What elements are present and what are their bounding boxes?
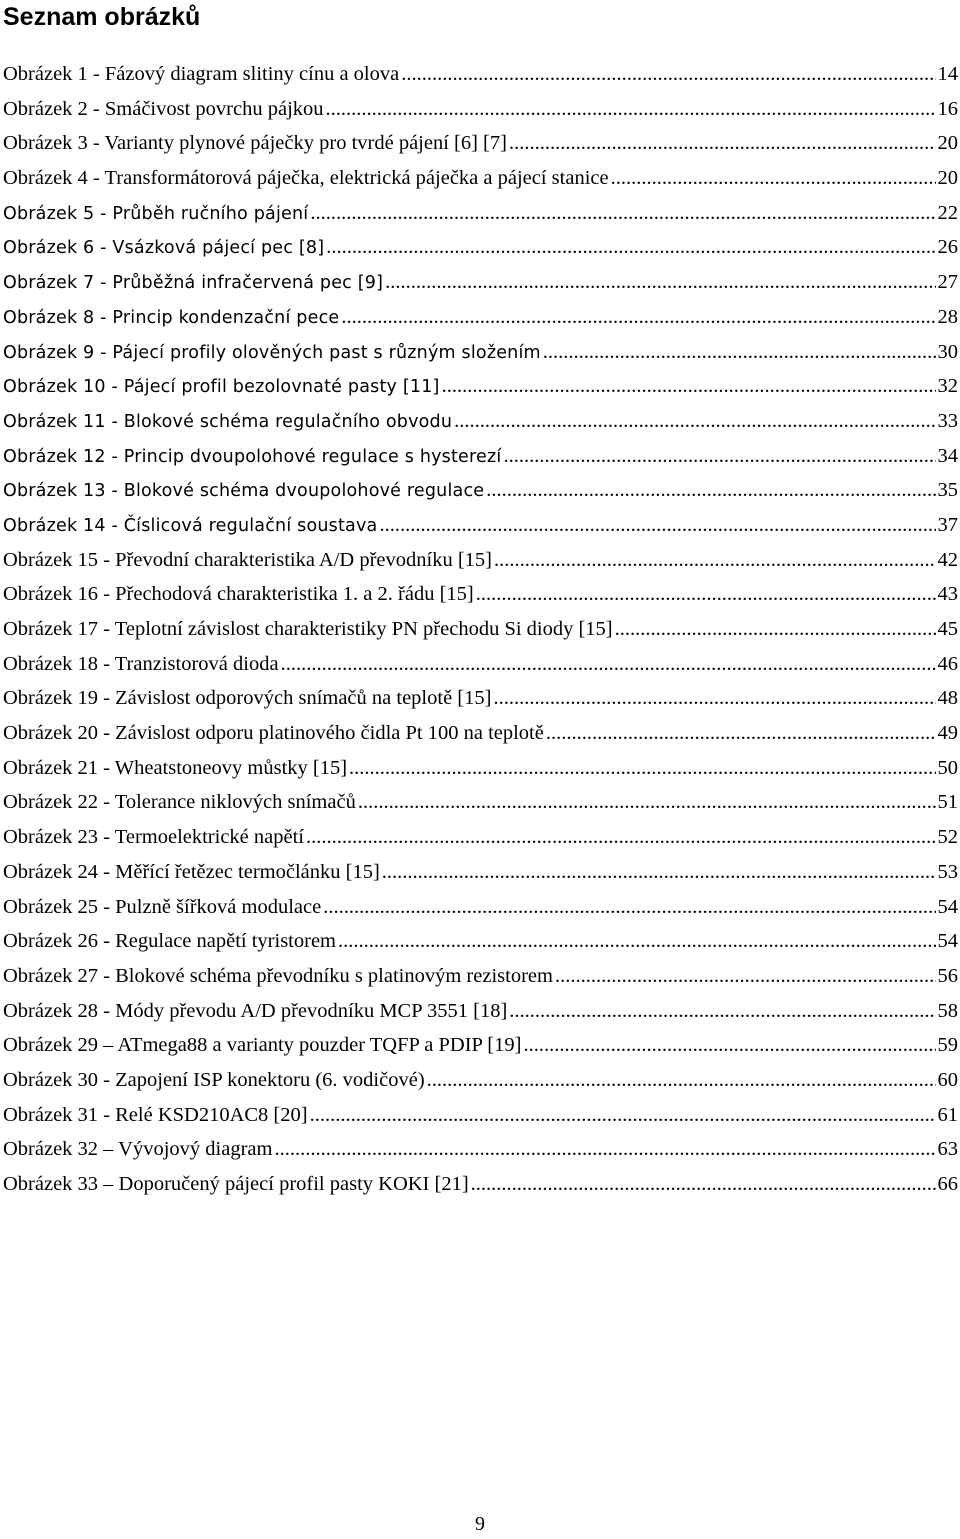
toc-entry[interactable] xyxy=(3,820,958,855)
toc-leader-dots xyxy=(274,1132,935,1167)
toc-leader-dots xyxy=(306,820,936,855)
toc-entry[interactable] xyxy=(3,508,958,543)
toc-entry-title: Obrázek 19 - Závislost odporových snímačů na teplotě [15] xyxy=(3,687,492,710)
toc-entry[interactable] xyxy=(3,196,958,231)
toc-entry-page: 20 xyxy=(937,167,958,190)
toc-entry-page: 33 xyxy=(937,409,958,432)
toc-entry[interactable] xyxy=(3,57,958,92)
toc-leader-dots xyxy=(442,369,936,404)
toc-leader-dots xyxy=(454,404,935,439)
toc-entry[interactable] xyxy=(3,265,958,300)
toc-entry-page: 34 xyxy=(937,444,958,467)
toc-entry-page: 51 xyxy=(937,791,958,814)
toc-entry-title: Obrázek 7 - Průběžná infračervená pec [9] xyxy=(3,273,384,294)
toc-entry-page: 54 xyxy=(937,930,958,953)
toc-entry-page: 56 xyxy=(937,964,958,987)
toc-entry[interactable] xyxy=(3,473,958,508)
toc-leader-dots xyxy=(543,335,936,370)
toc-entry-page: 63 xyxy=(937,1138,958,1161)
toc-entry-title: Obrázek 29 – ATmega88 a varianty pouzder TQFP a PDIP [19] xyxy=(3,1034,522,1057)
toc-entry[interactable] xyxy=(3,577,958,612)
toc-entry-page: 43 xyxy=(937,583,958,606)
toc-entry-title: Obrázek 22 - Tolerance niklových snímačů xyxy=(3,791,356,814)
page-title: Seznam obrázků xyxy=(3,3,201,31)
toc-leader-dots xyxy=(326,230,935,265)
toc-leader-dots xyxy=(476,577,936,612)
toc-entry-page: 66 xyxy=(937,1173,958,1195)
toc-entry-page: 32 xyxy=(937,375,958,398)
toc-entry-title: Obrázek 13 - Blokové schéma dvoupolohové regulace xyxy=(3,481,485,502)
toc-leader-dots xyxy=(401,57,935,92)
toc-leader-dots xyxy=(486,473,935,508)
toc-entry-title: Obrázek 4 - Transformátorová páječka, elektrická páječka a pájecí stanice xyxy=(3,167,609,190)
toc-entry[interactable] xyxy=(3,716,958,751)
toc-entry[interactable] xyxy=(3,924,958,959)
toc-entry-page: 35 xyxy=(937,479,958,502)
toc-entry-title: Obrázek 11 - Blokové schéma regulačního obvodu xyxy=(3,411,453,432)
toc-entry-title: Obrázek 1 - Fázový diagram slitiny cínu a olova xyxy=(3,63,400,85)
toc-entry-title: Obrázek 2 - Smáčivost povrchu pájkou xyxy=(3,97,324,120)
toc-leader-dots xyxy=(338,924,936,959)
toc-entry-title: Obrázek 26 - Regulace napětí tyristorem xyxy=(3,930,336,953)
toc-leader-dots xyxy=(382,855,936,890)
toc-entry[interactable] xyxy=(3,369,958,404)
toc-entry-title: Obrázek 21 - Wheatstoneovy můstky [15] xyxy=(3,756,348,779)
toc-leader-dots xyxy=(310,196,935,231)
toc-entry-title: Obrázek 3 - Varianty plynové páječky pro tvrdé pájení [6] [7] xyxy=(3,132,507,155)
toc-entry[interactable] xyxy=(3,1098,958,1133)
toc-entry[interactable] xyxy=(3,1028,958,1063)
toc-entry-page: 22 xyxy=(937,201,958,224)
toc-entry-page: 26 xyxy=(937,236,958,259)
toc-entry[interactable] xyxy=(3,994,958,1029)
toc-entry[interactable] xyxy=(3,1167,958,1202)
toc-entry[interactable] xyxy=(3,751,958,786)
toc-entry[interactable] xyxy=(3,404,958,439)
toc-entry[interactable] xyxy=(3,1063,958,1098)
toc-entry-page: 53 xyxy=(937,860,958,883)
toc-entry[interactable] xyxy=(3,855,958,890)
toc-entry-title: Obrázek 14 - Číslicová regulační soustava xyxy=(3,515,378,536)
toc-entry-title: Obrázek 30 - Zapojení ISP konektoru (6. vodičové) xyxy=(3,1068,425,1091)
toc-leader-dots xyxy=(310,1098,936,1133)
toc-entry-page: 59 xyxy=(937,1034,958,1057)
toc-entry[interactable] xyxy=(3,230,958,265)
toc-entry-page: 28 xyxy=(937,305,958,328)
toc-entry-title: Obrázek 16 - Přechodová charakteristika 1. a 2. řádu [15] xyxy=(3,583,474,606)
toc-entry-title: Obrázek 18 - Tranzistorová dioda xyxy=(3,652,279,675)
page-number: 9 xyxy=(475,1513,485,1535)
toc-entry[interactable] xyxy=(3,92,958,127)
toc-leader-dots xyxy=(555,959,936,994)
toc-entry-page: 50 xyxy=(937,756,958,779)
toc-entry-title: Obrázek 17 - Teplotní závislost charakteristiky PN přechodu Si diody [15] xyxy=(3,618,613,640)
toc-entry-page: 20 xyxy=(937,132,958,155)
toc-entry[interactable] xyxy=(3,439,958,474)
toc-leader-dots xyxy=(341,300,935,335)
toc-leader-dots xyxy=(471,1167,936,1202)
toc-entry-title: Obrázek 25 - Pulzně šířková modulace xyxy=(3,895,322,918)
toc-entry-title: Obrázek 27 - Blokové schéma převodníku s platinovým rezistorem xyxy=(3,964,553,987)
toc-entry-title: Obrázek 9 - Pájecí profily olověných past s různým složením xyxy=(3,342,541,363)
toc-entry-title: Obrázek 20 - Závislost odporu platinového čidla Pt 100 na teplotě xyxy=(3,722,544,745)
toc-leader-dots xyxy=(326,92,936,127)
toc-leader-dots xyxy=(546,716,936,751)
toc-entry-page: 27 xyxy=(937,271,958,294)
toc-leader-dots xyxy=(523,1028,935,1063)
toc-entry[interactable] xyxy=(3,161,958,196)
toc-entry-page: 16 xyxy=(937,97,958,120)
toc-leader-dots xyxy=(385,265,935,300)
figure-list xyxy=(3,57,958,1202)
toc-leader-dots xyxy=(358,785,936,820)
toc-leader-dots xyxy=(509,994,935,1029)
toc-entry-page: 48 xyxy=(937,687,958,710)
toc-entry[interactable] xyxy=(3,300,958,335)
toc-leader-dots xyxy=(611,161,936,196)
toc-entry-title: Obrázek 31 - Relé KSD210AC8 [20] xyxy=(3,1103,308,1126)
toc-entry[interactable] xyxy=(3,647,958,682)
toc-entry-title: Obrázek 10 - Pájecí profil bezolovnaté pasty [11] xyxy=(3,377,440,398)
toc-entry-title: Obrázek 28 - Módy převodu A/D převodníku MCP 3551 [18] xyxy=(3,999,508,1022)
toc-entry[interactable] xyxy=(3,959,958,994)
toc-entry-title: Obrázek 33 – Doporučený pájecí profil pasty KOKI [21] xyxy=(3,1173,469,1195)
toc-entry-page: 42 xyxy=(937,548,958,571)
toc-entry-page: 14 xyxy=(937,63,958,85)
toc-entry-page: 37 xyxy=(937,513,958,536)
toc-entry-title: Obrázek 6 - Vsázková pájecí pec [8] xyxy=(3,238,325,259)
toc-leader-dots xyxy=(379,508,935,543)
toc-leader-dots xyxy=(349,751,935,786)
toc-leader-dots xyxy=(493,681,935,716)
toc-entry-page: 60 xyxy=(937,1068,958,1091)
toc-entry[interactable] xyxy=(3,126,958,161)
toc-entry[interactable] xyxy=(3,681,958,716)
toc-entry[interactable] xyxy=(3,785,958,820)
toc-leader-dots xyxy=(509,126,936,161)
toc-entry-title: Obrázek 23 - Termoelektrické napětí xyxy=(3,826,304,849)
toc-entry[interactable] xyxy=(3,612,958,647)
toc-entry-page: 49 xyxy=(937,722,958,745)
toc-entry-title: Obrázek 32 – Vývojový diagram xyxy=(3,1138,273,1161)
toc-leader-dots xyxy=(427,1063,936,1098)
toc-entry[interactable] xyxy=(3,1132,958,1167)
toc-entry-title: Obrázek 24 - Měřící řetězec termočlánku [15] xyxy=(3,860,380,883)
toc-entry-title: Obrázek 12 - Princip dvoupolohové regulace s hysterezí xyxy=(3,446,502,467)
toc-leader-dots xyxy=(615,612,936,647)
toc-entry[interactable] xyxy=(3,890,958,925)
toc-entry-title: Obrázek 15 - Převodní charakteristika A/D převodníku [15] xyxy=(3,548,493,571)
toc-entry[interactable] xyxy=(3,543,958,578)
toc-entry-page: 46 xyxy=(937,652,958,675)
toc-entry-page: 52 xyxy=(937,826,958,849)
toc-entry-title: Obrázek 8 - Princip kondenzační pece xyxy=(3,307,340,328)
toc-entry-page: 58 xyxy=(937,999,958,1022)
toc-leader-dots xyxy=(503,439,935,474)
toc-entry-page: 61 xyxy=(937,1103,958,1126)
toc-leader-dots xyxy=(494,543,935,578)
toc-entry-page: 54 xyxy=(937,895,958,918)
toc-entry-page: 45 xyxy=(937,618,958,640)
toc-leader-dots xyxy=(323,890,935,925)
toc-entry-title: Obrázek 5 - Průběh ručního pájení xyxy=(3,203,309,224)
toc-leader-dots xyxy=(281,647,936,682)
toc-entry[interactable] xyxy=(3,335,958,370)
toc-entry-page: 30 xyxy=(937,340,958,363)
